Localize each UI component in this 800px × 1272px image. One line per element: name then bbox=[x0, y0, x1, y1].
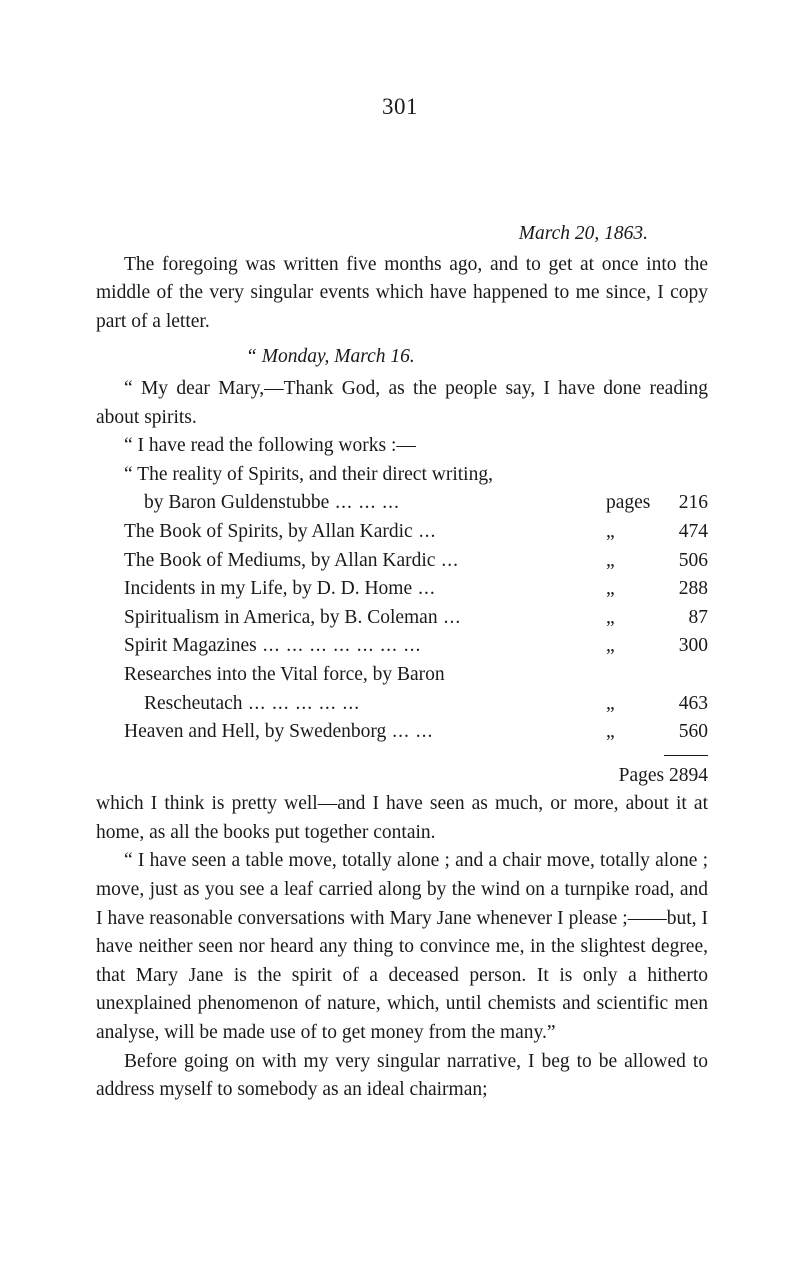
book-list bbox=[96, 461, 708, 791]
letter-date-text: “ Monday, March 16. bbox=[246, 346, 415, 368]
book-title: Spiritualism in America, by B. Coleman bbox=[124, 606, 438, 628]
book-title-line1: Researches into the Vital force, by Baron bbox=[124, 663, 445, 685]
dot-leader: ... ... ... bbox=[335, 492, 400, 514]
ditto-mark: „ bbox=[606, 635, 615, 657]
dot-leader: ... bbox=[441, 549, 460, 571]
page-count: 474 bbox=[678, 520, 708, 542]
book-entry bbox=[96, 489, 708, 518]
page-count: 216 bbox=[678, 492, 708, 514]
dot-leader: ... bbox=[418, 520, 437, 542]
dot-leader: ... ... ... ... ... bbox=[248, 692, 361, 714]
paragraph-table-move: “ I have seen a table move, totally alone ; and a chair move, totally alone ; move, just as you see a leaf carried along by the wind on a turnpike road, and I have reasonable conversations with Mary Jane whenever I please ;——but, I have neither seen nor heard any thing to convince me, in the slightest degree, that Mary Jane is the spirit of a deceased person. It is only a hitherto unexplained phenomenon of nature, which, until chemists and scientific men analyse, will be made use of to get money from the many.” bbox=[96, 850, 708, 1044]
ditto-mark: „ bbox=[606, 520, 615, 542]
dot-leader: ... bbox=[418, 578, 436, 600]
intro-paragraph: The foregoing was written five months ago, and to get at once into the middle of the very singular events which have happened to me since, I copy part of a letter. bbox=[96, 253, 708, 332]
dateline bbox=[96, 220, 708, 249]
ditto-mark: „ bbox=[606, 721, 615, 743]
dot-leader: ... bbox=[443, 606, 462, 628]
dot-leader: ... ... ... ... ... ... ... bbox=[262, 635, 422, 657]
book-entry-line bbox=[96, 461, 708, 490]
works-intro: “ I have read the following works :— bbox=[124, 435, 416, 457]
book-entry bbox=[96, 547, 708, 576]
book-entry bbox=[96, 718, 708, 747]
ditto-mark: „ bbox=[606, 692, 615, 714]
ditto-mark: „ bbox=[606, 549, 615, 571]
book-entry bbox=[96, 690, 708, 719]
book-title: by Baron Guldenstubbe bbox=[144, 492, 330, 514]
book-title: Heaven and Hell, by Swedenborg bbox=[124, 721, 387, 743]
book-entry bbox=[96, 604, 708, 633]
page-count: 560 bbox=[678, 721, 708, 743]
paragraph-narrative: Before going on with my very singular narrative, I beg to be allowed to address myself to somebody as an ideal chairman; bbox=[96, 1050, 708, 1101]
book-entry-line bbox=[96, 661, 708, 690]
dateline-text: March 20, 1863. bbox=[518, 223, 648, 244]
book-title: Rescheutach bbox=[144, 692, 243, 714]
dot-leader: ... ... bbox=[392, 721, 434, 743]
page-count: 288 bbox=[678, 578, 708, 600]
pages-label: pages bbox=[606, 492, 651, 514]
page-count: 506 bbox=[678, 549, 708, 571]
page-number: 301 bbox=[382, 94, 418, 119]
book-title: The Book of Spirits, by Allan Kardic bbox=[124, 520, 413, 542]
page-body bbox=[96, 220, 708, 1105]
ditto-mark: „ bbox=[606, 578, 615, 600]
book-title: Incidents in my Life, by D. D. Home bbox=[124, 578, 413, 600]
book-entry bbox=[96, 518, 708, 547]
ditto-mark: „ bbox=[606, 606, 615, 628]
letter-date bbox=[96, 343, 708, 372]
book-title: The Book of Mediums, by Allan Kardic bbox=[124, 549, 436, 571]
page-count: 87 bbox=[688, 606, 708, 628]
book-title-line1: “ The reality of Spirits, and their direct writing, bbox=[124, 463, 493, 485]
page-count: 463 bbox=[678, 692, 708, 714]
total-row bbox=[96, 756, 708, 791]
book-title: Spirit Magazines bbox=[124, 635, 257, 657]
book-entry bbox=[96, 575, 708, 604]
total-pages: Pages 2894 bbox=[618, 764, 708, 786]
book-entry bbox=[96, 632, 708, 661]
after-total-paragraph: which I think is pretty well—and I have seen as much, or more, about it at home, as all the books put together contain. bbox=[96, 793, 708, 843]
salutation-paragraph: “ My dear Mary,—Thank God, as the people say, I have done reading about spirits. bbox=[96, 377, 708, 428]
page-count: 300 bbox=[678, 635, 708, 657]
